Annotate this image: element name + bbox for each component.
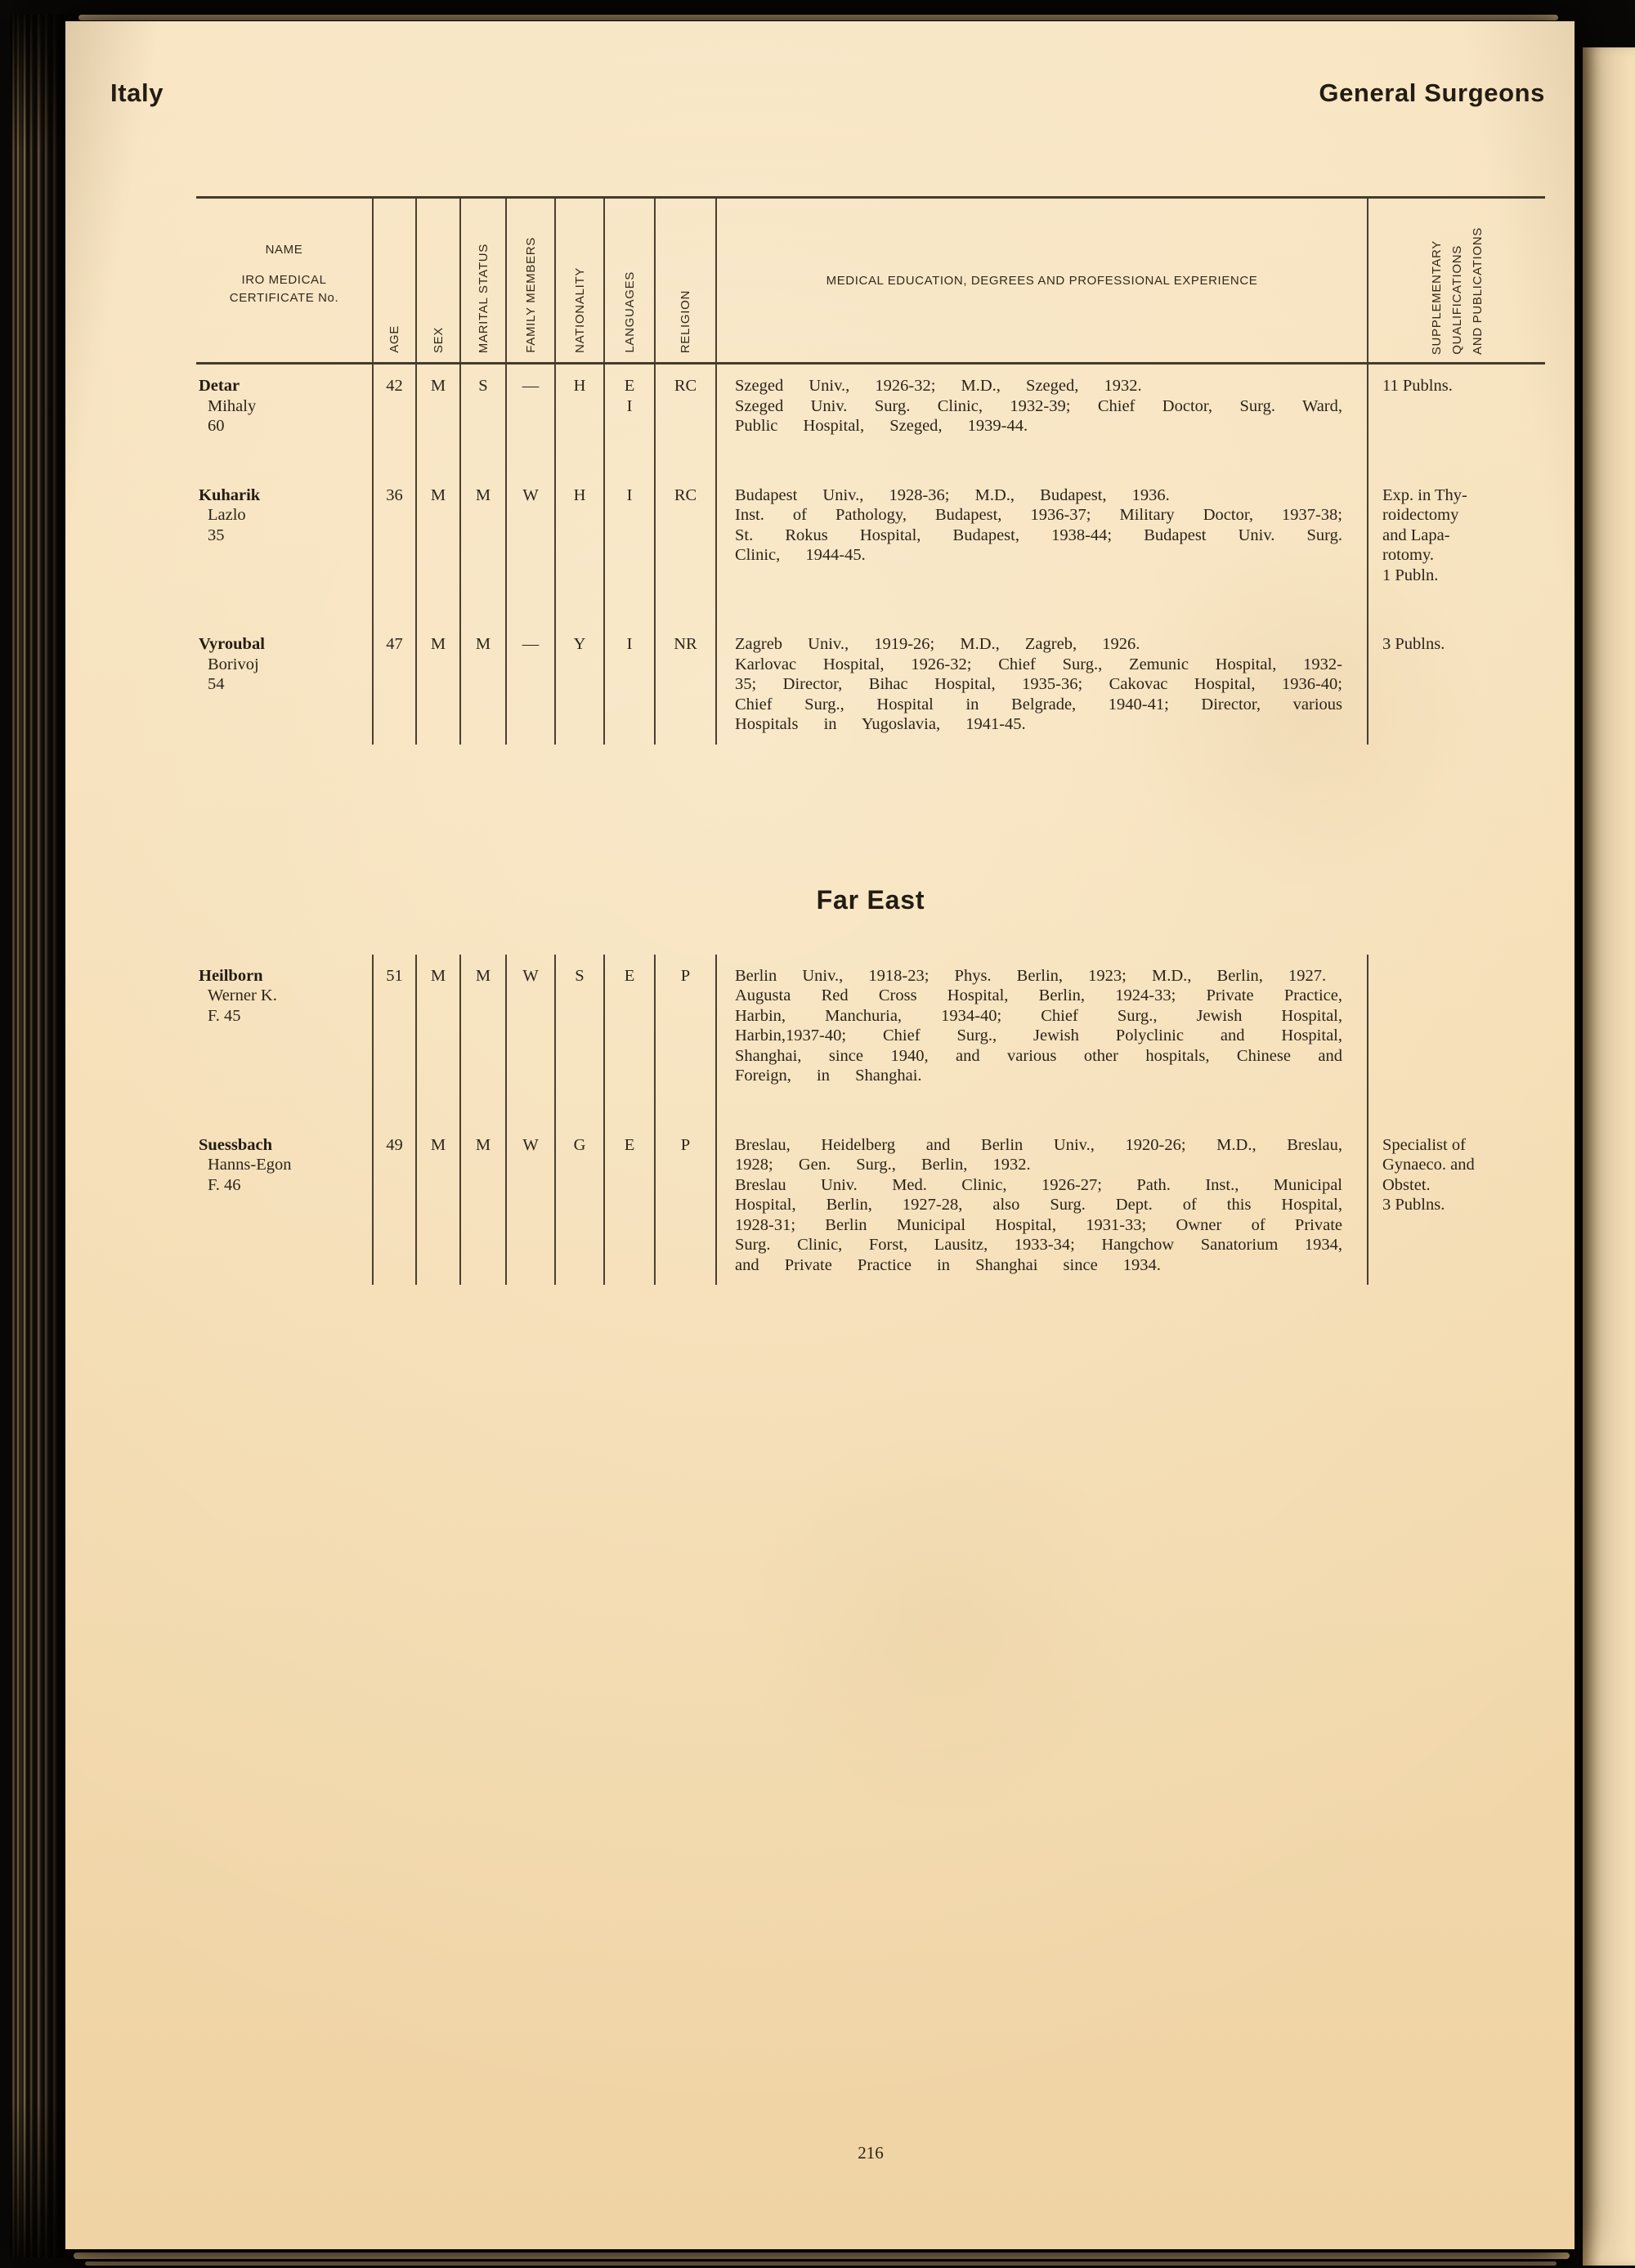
cell-sex	[415, 365, 459, 474]
value-line: E	[624, 1135, 635, 1154]
value-line: W	[522, 1135, 539, 1154]
cell-nationality	[554, 955, 603, 1124]
education-paragraph: Augusta Red Cross Hospital, Berlin, 1924-33; Private Practice, Harbin, Manchuria, 1934-40; Chief Surg., Jewish Hospital, Harbin,1937-40; Chief Surg., Jewish Polyclinic and Hospital, Shanghai, since 1940, and various other hospitals, Chinese and Foreign, in Shanghai.	[735, 986, 1342, 1085]
cell-languages	[603, 955, 654, 1124]
supplementary-line: 1 Publn.	[1382, 566, 1439, 584]
header-name-line: IRO MEDICAL	[241, 273, 327, 287]
value-line: H	[573, 485, 586, 504]
subsection-heading: Far East	[816, 884, 925, 915]
header-name-line: NAME	[265, 243, 303, 257]
cell-education	[715, 365, 1367, 474]
book-page-edge-stack	[10, 15, 64, 2257]
table-row	[196, 623, 1545, 745]
education-paragraph: Karlovac Hospital, 1926-32; Chief Surg., Zemunic Hospital, 1932-35; Director, Bihac Hospital, 1935-36; Cakovac Hospital, 1936-40; Chief Surg., Hospital in Belgrade, 1940-41; Director, various Hospitals in Yugoslavia, 1941-45.	[735, 655, 1342, 733]
cell-education	[715, 955, 1367, 1124]
cell-family-members	[505, 365, 554, 474]
value-line: G	[573, 1135, 586, 1154]
page-edge-bottom	[74, 2252, 1570, 2259]
cell-nationality	[554, 623, 603, 745]
header-languages	[603, 199, 654, 362]
cell-religion	[654, 1124, 715, 1286]
name-line: 60	[208, 417, 225, 435]
cell-supplementary	[1367, 1124, 1545, 1286]
cell-education	[715, 623, 1367, 745]
value-line: P	[680, 966, 691, 985]
cell-marital-status	[459, 474, 505, 624]
name-line: F. 45	[208, 1006, 241, 1025]
value-line: M	[430, 635, 446, 653]
supplementary-line: Exp. in Thy-	[1382, 485, 1467, 504]
header-nationality-label: NATIONALITY	[572, 267, 587, 353]
cell-languages	[603, 623, 654, 745]
header-name	[196, 199, 372, 362]
education-paragraph: Breslau, Heidelberg and Berlin Univ., 1920-26; M.D., Breslau, 1928; Gen. Surg., Berlin, 1932.	[735, 1135, 1342, 1174]
cell-age	[372, 955, 415, 1124]
value-line: M	[430, 377, 446, 395]
cell-education	[715, 1124, 1367, 1286]
value-line: Y	[573, 635, 586, 653]
header-sex-label: SEX	[431, 326, 446, 353]
supplementary-line: rotomy.	[1382, 546, 1435, 564]
education-paragraph: Inst. of Pathology, Budapest, 1936-37; Military Doctor, 1937-38; St. Rokus Hospital, Budapest, 1938-44; Budapest Univ. Surg. Clinic, 1944-45.	[735, 506, 1342, 564]
cell-name	[196, 955, 372, 1124]
name-line: Detar	[199, 377, 240, 395]
header-age-label: AGE	[387, 325, 401, 353]
cell-family-members	[505, 623, 554, 745]
value-line: —	[522, 377, 540, 395]
page-edge-top	[78, 15, 1558, 20]
table-row	[196, 955, 1545, 1124]
cell-age	[372, 365, 415, 474]
education-paragraph: Berlin Univ., 1918-23; Phys. Berlin, 1923; M.D., Berlin, 1927.	[735, 966, 1327, 985]
value-line: 49	[386, 1135, 403, 1154]
table-header-row	[196, 196, 1545, 365]
value-line: E	[624, 966, 635, 985]
cell-sex	[415, 955, 459, 1124]
region-title: Italy	[110, 78, 164, 107]
cell-religion	[654, 365, 715, 474]
cell-nationality	[554, 474, 603, 624]
header-supplementary-line: QUALIFICATIONS	[1449, 245, 1464, 355]
header-nationality	[554, 199, 603, 362]
table-section-italy	[196, 365, 1545, 745]
cell-religion	[654, 955, 715, 1124]
value-line: I	[626, 485, 633, 504]
name-line: Werner K.	[208, 986, 277, 1004]
book-page	[65, 21, 1575, 2249]
cell-religion	[654, 623, 715, 745]
supplementary-line: Obstet.	[1382, 1175, 1431, 1194]
value-line: E	[624, 377, 635, 395]
header-supplementary-line: AND PUBLICATIONS	[1470, 227, 1485, 355]
cell-family-members	[505, 955, 554, 1124]
value-line: S	[575, 966, 585, 985]
value-line: I	[626, 635, 633, 653]
category-title: General Surgeons	[1319, 78, 1545, 107]
cell-family-members	[505, 474, 554, 624]
value-line: S	[478, 377, 488, 395]
value-line: 42	[386, 377, 403, 395]
cell-marital-status	[459, 623, 505, 745]
cell-languages	[603, 365, 654, 474]
header-name-line: CERTIFICATE No.	[229, 291, 339, 305]
value-line: M	[475, 635, 491, 653]
cell-nationality	[554, 1124, 603, 1286]
supplementary-line: Specialist of	[1382, 1135, 1466, 1154]
supplementary-line: 11 Publns.	[1382, 377, 1453, 395]
header-supplementary	[1367, 199, 1545, 362]
name-line: Borivoj	[208, 655, 259, 673]
name-line: Hanns-Egon	[208, 1156, 292, 1174]
value-line: —	[522, 635, 540, 653]
cell-languages	[603, 474, 654, 624]
table-row	[196, 474, 1545, 624]
header-family-members-label: FAMILY MEMBERS	[523, 237, 538, 353]
value-line: W	[522, 485, 539, 504]
education-paragraph: Budapest Univ., 1928-36; M.D., Budapest, 1936.	[735, 485, 1170, 504]
table-section-far-east	[196, 955, 1545, 1286]
value-line: M	[475, 485, 491, 504]
header-sex	[415, 199, 459, 362]
cell-supplementary	[1367, 623, 1545, 745]
value-line: W	[522, 966, 539, 985]
value-line: M	[475, 1135, 491, 1154]
adjacent-page-edge	[1583, 47, 1635, 2266]
cell-religion	[654, 474, 715, 624]
value-line: H	[573, 377, 586, 395]
cell-nationality	[554, 365, 603, 474]
name-line: Lazlo	[208, 506, 246, 524]
header-age	[372, 199, 415, 362]
cell-marital-status	[459, 955, 505, 1124]
page-edge-bottom-2	[85, 2261, 1557, 2266]
cell-sex	[415, 623, 459, 745]
value-line: M	[475, 966, 491, 985]
cell-supplementary	[1367, 365, 1545, 474]
header-religion-label: RELIGION	[679, 289, 692, 353]
cell-name	[196, 474, 372, 624]
header-education	[715, 199, 1367, 362]
table-row	[196, 1124, 1545, 1286]
value-line: RC	[674, 485, 697, 504]
surgeons-table	[196, 196, 1545, 1285]
value-line: 47	[386, 635, 403, 653]
cell-age	[372, 623, 415, 745]
supplementary-line: Gynaeco. and	[1382, 1156, 1475, 1174]
name-line: Heilborn	[199, 966, 263, 985]
header-religion	[654, 199, 715, 362]
cell-name	[196, 623, 372, 745]
supplementary-line: roidectomy	[1382, 506, 1459, 524]
supplementary-line: 3 Publns.	[1382, 1196, 1445, 1214]
header-education-label: MEDICAL EDUCATION, DEGREES AND PROFESSIONAL EXPERIENCE	[826, 273, 1258, 288]
cell-supplementary	[1367, 474, 1545, 624]
value-line: I	[626, 396, 633, 415]
cell-sex	[415, 474, 459, 624]
value-line: M	[430, 966, 446, 985]
header-marital-status-label: MARITAL STATUS	[476, 243, 490, 353]
name-line: Suessbach	[199, 1135, 273, 1154]
cell-family-members	[505, 1124, 554, 1286]
education-paragraph: Zagreb Univ., 1919-26; M.D., Zagreb, 1926.	[735, 635, 1140, 653]
value-line: M	[430, 485, 446, 504]
name-line: F. 46	[208, 1175, 241, 1194]
header-supplementary-line: SUPPLEMENTARY	[1429, 239, 1444, 355]
cell-name	[196, 1124, 372, 1286]
header-marital-status	[459, 199, 505, 362]
value-line: P	[680, 1135, 691, 1154]
value-line: M	[430, 1135, 446, 1154]
supplementary-line: 3 Publns.	[1382, 635, 1445, 653]
name-line: Kuharik	[199, 485, 261, 504]
value-line: NR	[674, 635, 697, 653]
name-line: Mihaly	[208, 396, 257, 415]
cell-sex	[415, 1124, 459, 1286]
name-line: 35	[208, 526, 225, 544]
education-paragraph: Szeged Univ., 1926-32; M.D., Szeged, 1932.	[735, 377, 1142, 395]
value-line: RC	[674, 377, 697, 395]
cell-marital-status	[459, 1124, 505, 1286]
cell-age	[372, 1124, 415, 1286]
cell-marital-status	[459, 365, 505, 474]
cell-supplementary	[1367, 955, 1545, 1124]
supplementary-line: and Lapa-	[1382, 526, 1450, 544]
cell-name	[196, 365, 372, 474]
cell-education	[715, 474, 1367, 624]
cell-languages	[603, 1124, 654, 1286]
value-line: 51	[386, 966, 403, 985]
name-line: Vyroubal	[199, 635, 265, 653]
table-row	[196, 365, 1545, 474]
page-number: 216	[858, 2143, 884, 2163]
header-languages-label: LANGUAGES	[622, 271, 637, 353]
cell-age	[372, 474, 415, 624]
header-family-members	[505, 199, 554, 362]
value-line: 36	[386, 485, 403, 504]
education-paragraph: Breslau Univ. Med. Clinic, 1926-27; Path. Inst., Municipal Hospital, Berlin, 1927-28, also Surg. Dept. of this Hospital, 1928-31; Berlin Municipal Hospital, 1931-33; Owner of Private Surg. Clinic, Forst, Lausitz, 1933-34; Hangchow Sanatorium 1934, and Private Practice in Shanghai since 1934.	[735, 1175, 1342, 1274]
page-header	[110, 78, 1545, 108]
education-paragraph: Szeged Univ. Surg. Clinic, 1932-39; Chief Doctor, Surg. Ward, Public Hospital, Szeged, 1939-44.	[735, 396, 1342, 435]
name-line: 54	[208, 675, 225, 693]
